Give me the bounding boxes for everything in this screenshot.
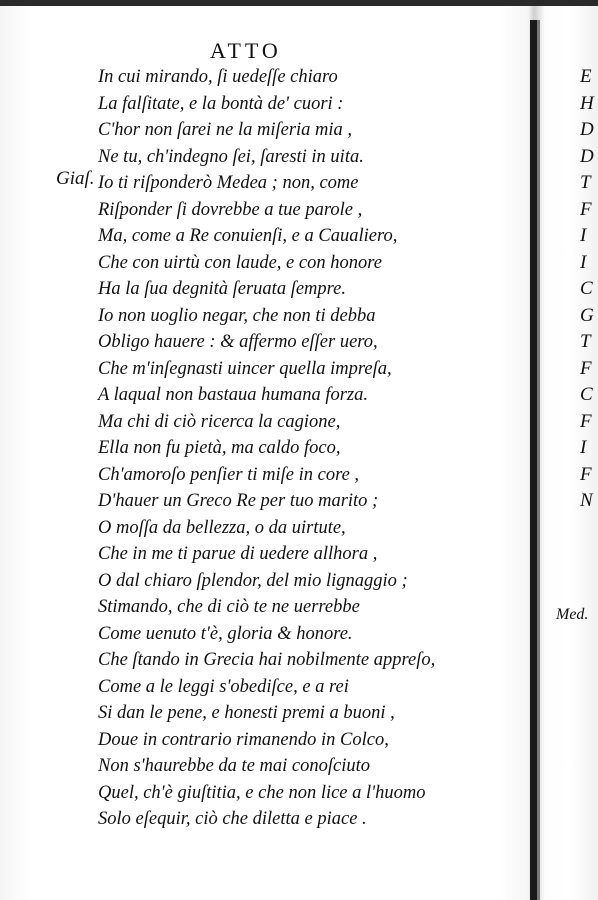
verse-line: Come a le leggi s'obediſce, e a rei xyxy=(98,676,349,697)
facing-line-initial: F xyxy=(580,463,592,485)
verse-line: Come uenuto t'è, gloria & honore. xyxy=(98,623,353,644)
verse-line: Io ti riſponderò Medea ; non, come xyxy=(98,173,359,193)
verse-line: Io non uoglio negar, che non ti debba xyxy=(98,305,376,326)
facing-line-initial: C xyxy=(580,278,593,299)
verse-line: Ma, come a Re conuienſi, e a Caualiero, xyxy=(98,226,398,246)
verse-line: Riſponder ſi dovrebbe a tue parole , xyxy=(98,199,363,220)
page-header: ATTO xyxy=(210,38,282,63)
verse-line: Stimando, che di ciò te ne uerrebbe xyxy=(98,597,360,617)
facing-line-initial: T xyxy=(580,172,591,193)
verse-line: Che m'inſegnasti uincer quella impreſa, xyxy=(98,358,392,379)
facing-line-initial: T xyxy=(580,331,591,352)
verse-line: C'hor non ſarei ne la miſeria mia , xyxy=(98,120,353,140)
verse-line: Ha la ſua degnità ſeruata ſempre. xyxy=(98,279,347,299)
verse-line: D'hauer un Greco Re per tuo marito ; xyxy=(98,491,379,511)
verse-line: Doue in contrario rimanendo in Colco, xyxy=(98,729,389,750)
facing-line-initial: I xyxy=(580,251,587,273)
verse-line: La falſitate, e la bontà de' cuori : xyxy=(98,93,344,114)
verse-line: Che ſtando in Grecia hai nobilmente appreſo, xyxy=(98,650,436,670)
verse-line: Ch'amoroſo penſier ti miſe in core , xyxy=(98,464,360,485)
facing-line-initial: G xyxy=(580,304,594,326)
facing-line-initial: N xyxy=(580,490,593,511)
facing-line-initial: H xyxy=(580,92,594,114)
speaker-label-left: Giaſ. xyxy=(56,168,95,189)
facing-line-initial: I xyxy=(580,437,587,458)
verse-line: Ella non fu pietà, ma caldo foco, xyxy=(98,438,341,458)
verse-line: Che in me ti parue di uedere allhora , xyxy=(98,544,378,564)
facing-line-initial: F xyxy=(580,410,592,432)
facing-line-initial: C xyxy=(580,384,593,405)
facing-line-initial: F xyxy=(580,198,592,220)
verse-line: Quel, ch'è giuſtitia, e che non lice a l'huomo xyxy=(98,782,426,803)
book-gutter xyxy=(530,20,537,900)
verse-line: Ma chi di ciò ricerca la cagione, xyxy=(98,411,341,432)
verse-line: Solo eſequir, ciò che diletta e piace . xyxy=(98,809,367,829)
facing-page-initials xyxy=(580,64,594,515)
verse-line: O moſſa da bellezza, o da uirtute, xyxy=(98,517,346,538)
verse-line: Obligo hauere : & affermo eſſer uero, xyxy=(98,332,378,352)
verse-line: Non s'haurebbe da te mai conoſciuto xyxy=(98,756,370,776)
facing-line-initial: D xyxy=(580,119,594,140)
verse-line: Ne tu, ch'indegno ſei, ſaresti in uita. xyxy=(98,146,364,167)
gutter-shadow xyxy=(537,20,540,900)
verse-text xyxy=(98,64,435,833)
facing-line-initial: F xyxy=(580,357,592,379)
facing-line-initial: I xyxy=(580,225,587,246)
facing-line-initial: E xyxy=(580,66,592,87)
verse-line: Che con uirtù con laude, e con honore xyxy=(98,252,382,273)
speaker-label-right: Med. xyxy=(556,606,589,623)
verse-line: Si dan le pene, e honesti premi a buoni , xyxy=(98,703,395,723)
verse-line: A laqual non bastaua humana forza. xyxy=(98,385,368,405)
facing-line-initial: D xyxy=(580,145,594,167)
verse-line: O dal chiaro ſplendor, del mio lignaggio ; xyxy=(98,570,408,591)
verse-line: In cui mirando, ſi uedeſſe chiaro xyxy=(98,67,338,87)
page-top-edge xyxy=(0,0,598,6)
